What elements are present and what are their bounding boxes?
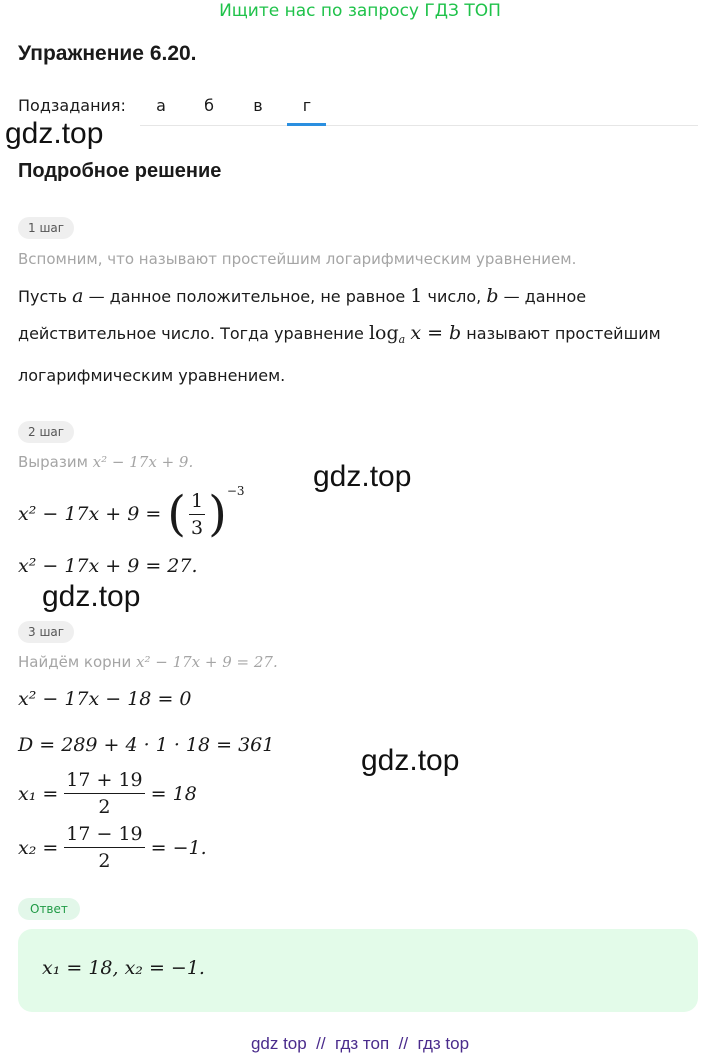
root-x1: x₁ = $\frac{17 + 19}{2}$ = 18 — [18, 769, 197, 818]
step-badge: 3 шаг — [18, 621, 74, 643]
tab-active-indicator — [287, 123, 326, 126]
tab-b[interactable]: б — [204, 96, 214, 115]
equation: D = 289 + 4 · 1 · 18 = 361 — [18, 734, 275, 756]
step-hint: Вспомним, что называют простейшим логарифмическим уравнением. — [18, 250, 577, 268]
step-text: Пусть a — данное положительное, не равное 1 число, b — данное действительное число. Тогда уравнение $\log_a x = b$ называют простейшим логарифмическим уравнением. — [18, 285, 661, 386]
step-hint: Найдём корни x² − 17x + 9 = 27. — [18, 653, 278, 671]
root-x2: x₂ = $\frac{17 - 19}{2}$ = −1. — [18, 823, 207, 872]
answer-value: x₁ = 18, x₂ = −1. — [42, 957, 205, 979]
watermark: gdz.top — [361, 744, 460, 777]
step-hint: Выразим x² − 17x + 9. — [18, 453, 194, 471]
subtasks-label: Подзадания: — [18, 96, 126, 115]
watermark: gdz.top — [5, 117, 104, 150]
tab-v[interactable]: в — [253, 96, 263, 115]
watermark: gdz.top — [42, 580, 141, 613]
equation: x² − 17x + 9 = ( $\frac{1}{3}$ ) −3 — [18, 484, 245, 542]
step-badge: 2 шаг — [18, 421, 74, 443]
equation: x² − 17x + 9 = 27. — [18, 555, 198, 577]
tab-a[interactable]: а — [156, 96, 166, 115]
tab-g[interactable]: г — [302, 96, 312, 115]
equation: x² − 17x − 18 = 0 — [18, 688, 192, 710]
watermark: gdz.top — [313, 460, 412, 493]
answer-box — [18, 929, 698, 1012]
tabs-divider — [140, 125, 698, 126]
section-title: Подробное решение — [18, 160, 222, 182]
answer-badge: Ответ — [18, 898, 80, 920]
step-badge: 1 шаг — [18, 217, 74, 239]
page-title: Упражнение 6.20. — [18, 42, 197, 65]
footer-links[interactable]: gdz top // гдз топ // гдз top — [250, 1034, 470, 1053]
top-banner: Ищите нас по запросу ГДЗ ТОП — [219, 1, 501, 21]
